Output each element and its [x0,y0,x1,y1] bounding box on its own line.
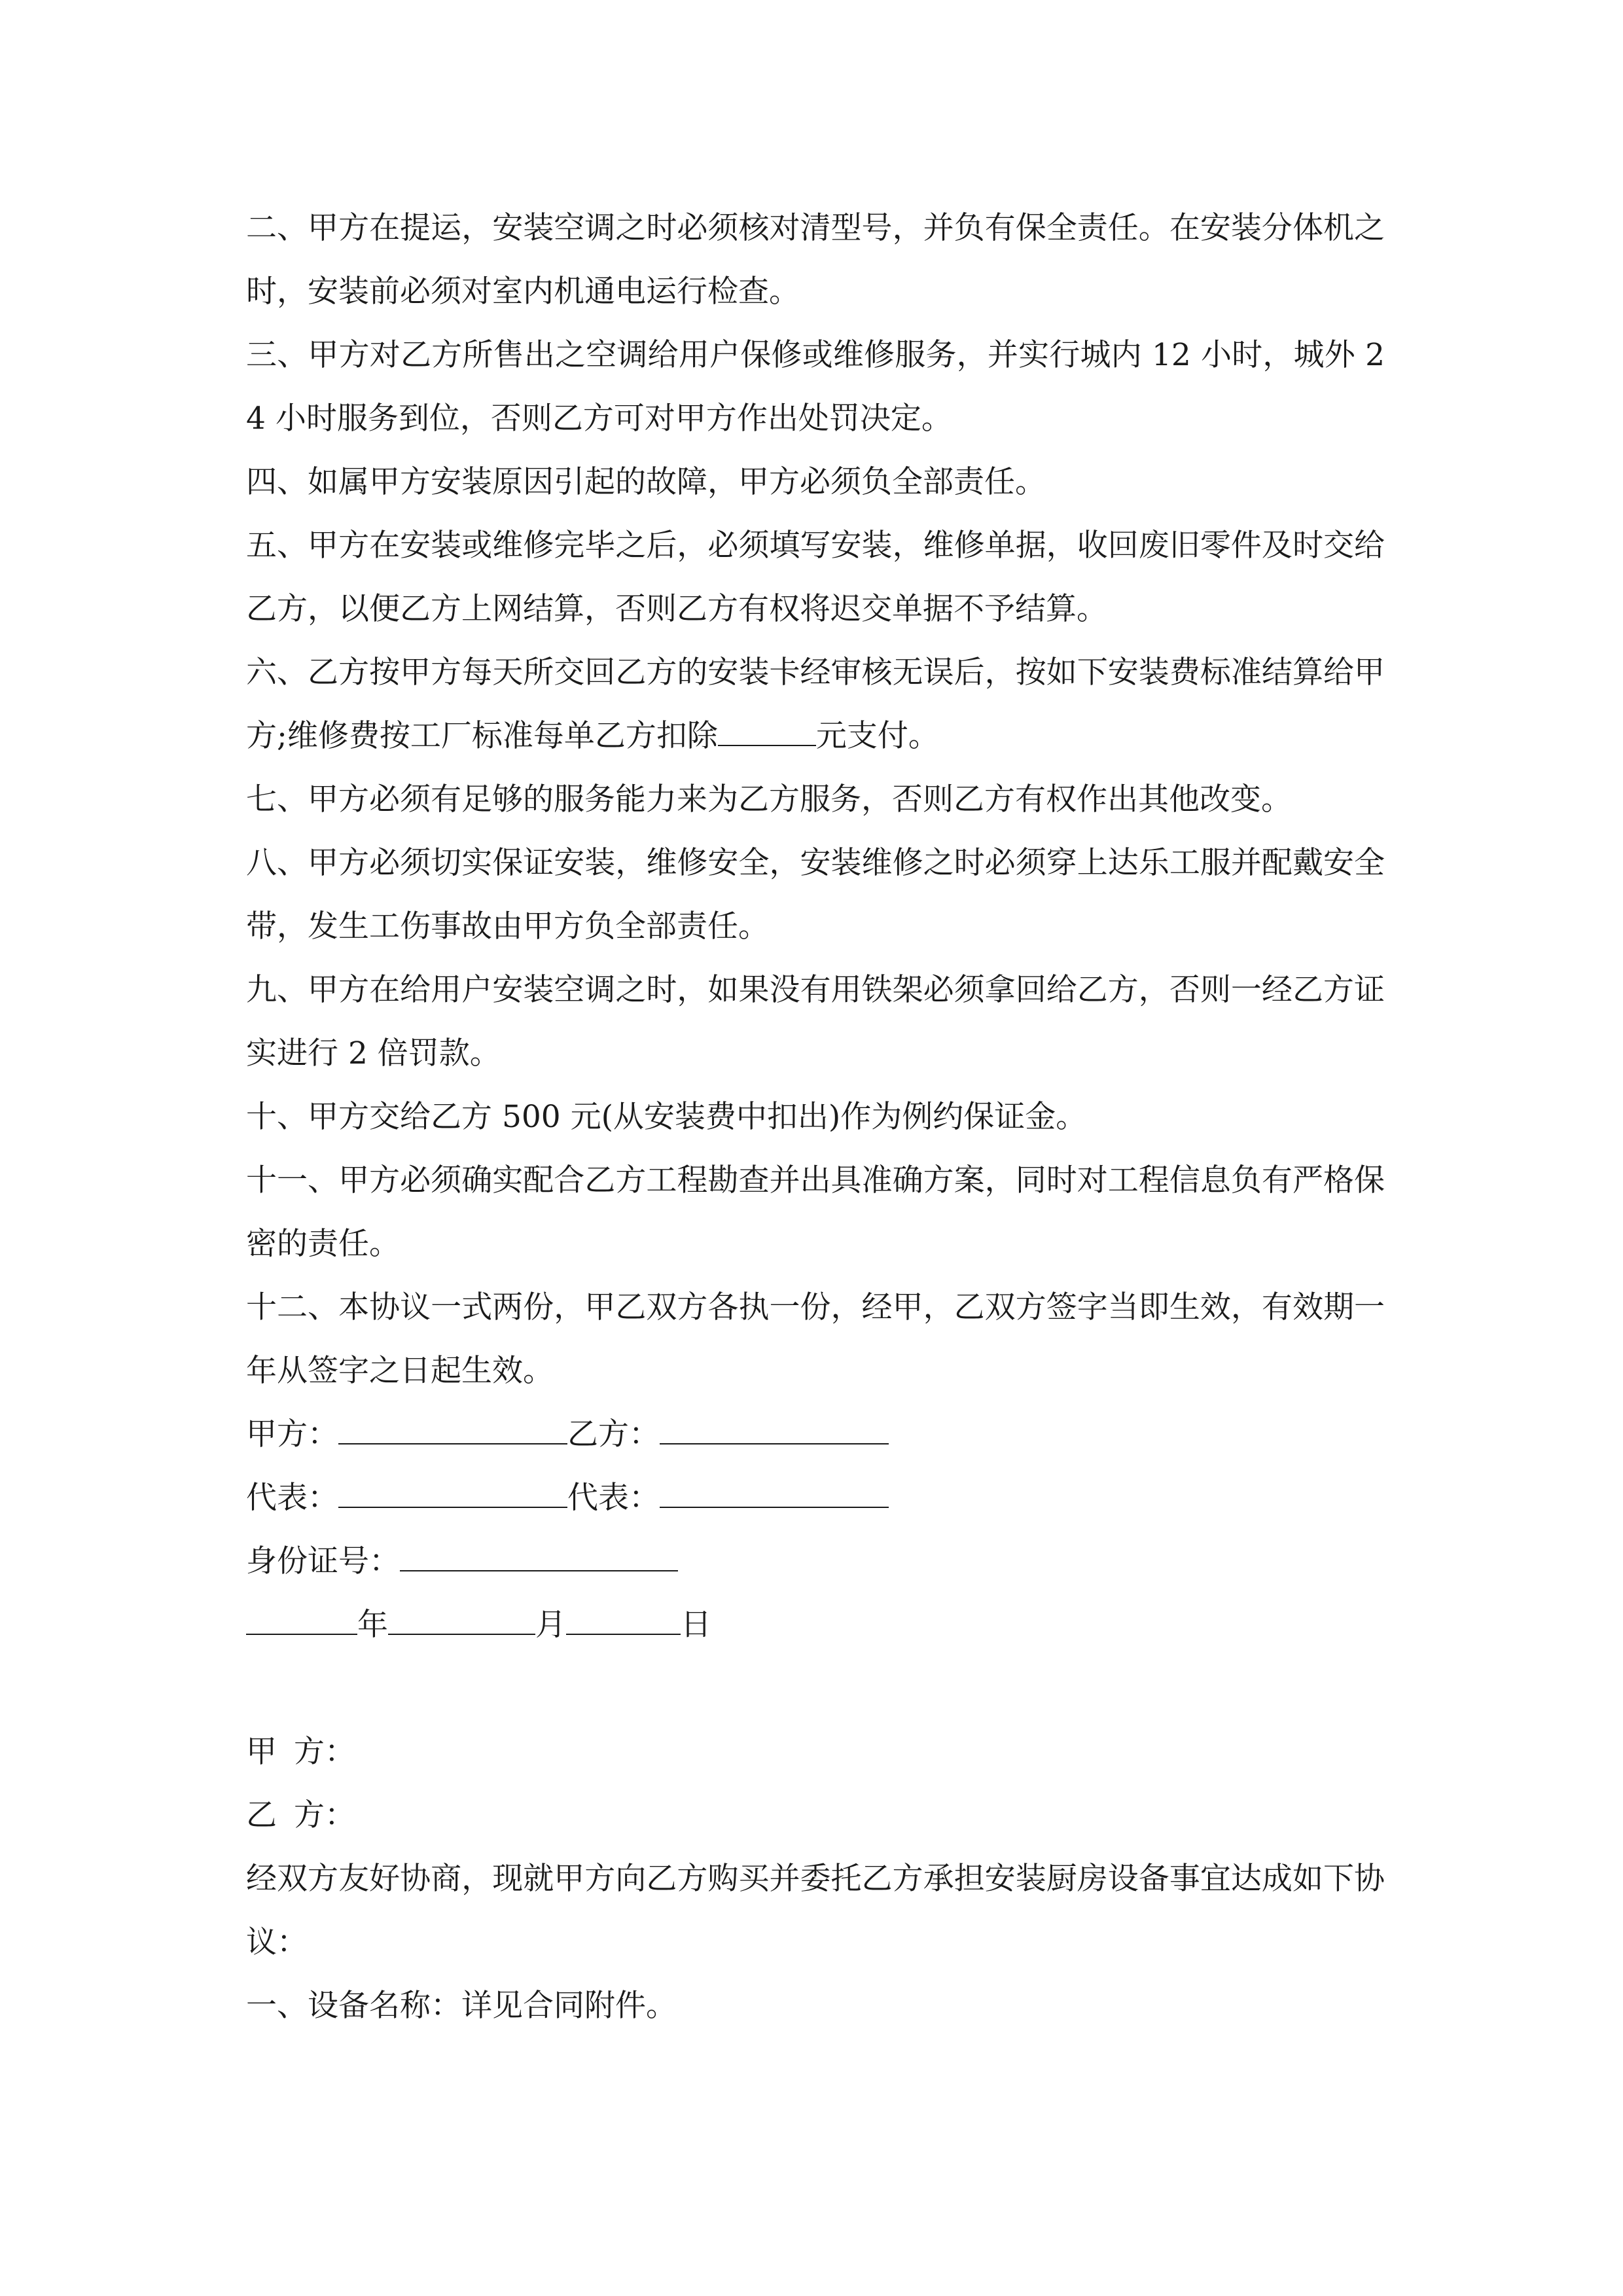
party-b-blank [660,1417,889,1444]
section-spacer [246,1657,1385,1720]
clause-8: 八、甲方必须切实保证安装，维修安全，安装维修之时必须穿上达乐工服并配戴安全带，发生工伤事故由甲方负全部责任。 [246,845,1385,944]
second-party-a-row [246,1720,1385,1784]
year-label: 年 [357,1607,388,1643]
month-label: 月 [535,1607,566,1643]
rep-a-label: 代表： [246,1480,338,1516]
party-signature-row [246,1403,1385,1466]
id-number-blank [400,1544,678,1571]
party-b-label: 乙方： [567,1416,660,1452]
second-party-b-char: 乙 [246,1797,277,1833]
document-body [246,196,1385,2037]
clause-6-tail: 元支付。 [815,718,939,754]
clause-2: 二、甲方在提运，安装空调之时必须核对清型号，并负有保全责任。在安装分体机之时，安装前必须对室内机通电运行检查。 [246,210,1385,310]
clause-7: 七、甲方必须有足够的服务能力来为乙方服务，否则乙方有权作出其他改变。 [246,781,1292,817]
rep-b-blank [660,1480,889,1508]
deduction-amount-blank [718,719,816,746]
month-blank [388,1607,535,1635]
day-blank [566,1607,681,1635]
representative-signature-row [246,1466,1385,1530]
clause-11: 十一、甲方必须确实配合乙方工程勘查并出具准确方案，同时对工程信息负有严格保密的责任。 [246,1162,1385,1262]
second-party-b-suffix: 方： [294,1797,355,1833]
clause-6-text: 六、乙方按甲方每天所交回乙方的安装卡经审核无误后，按如下安装费标准结算给甲方;维修费按工厂标准每单乙方扣除 [246,655,1385,754]
rep-b-label: 代表： [567,1480,660,1516]
clause-3: 三、甲方对乙方所售出之空调给用户保修或维修服务，并实行城内 12 小时，城外 24 小时服务到位，否则乙方可对甲方作出处罚决定。 [246,337,1385,437]
day-label: 日 [681,1607,711,1643]
clause-12: 十二、本协议一式两份，甲乙双方各执一份，经甲，乙双方签字当即生效，有效期一年从签字之日起生效。 [246,1289,1385,1389]
second-party-a-char: 甲 [246,1734,277,1770]
rep-a-blank [338,1480,567,1508]
clause-5: 五、甲方在安装或维修完毕之后，必须填写安装，维修单据，收回废旧零件及时交给乙方，以便乙方上网结算，否则乙方有权将迟交单据不予结算。 [246,528,1385,627]
year-blank [246,1607,357,1635]
second-contract-intro: 经双方友好协商，现就甲方向乙方购买并委托乙方承担安装厨房设备事宜达成如下协议： [246,1861,1385,1960]
second-contract-item-1: 一、设备名称：详见合同附件。 [246,1988,677,2024]
party-a-blank [338,1417,567,1444]
date-row [246,1593,1385,1657]
clause-9: 九、甲方在给用户安装空调之时，如果没有用铁架必须拿回给乙方，否则一经乙方证实进行 2 倍罚款。 [246,972,1385,1071]
party-a-label: 甲方： [246,1416,338,1452]
second-party-b-row [246,1784,1385,1847]
clause-10: 十、甲方交给乙方 500 元(从安装费中扣出)作为例约保证金。 [246,1099,1087,1135]
clause-4: 四、如属甲方安装原因引起的故障，甲方必须负全部责任。 [246,464,1046,500]
second-party-a-suffix: 方： [294,1734,355,1770]
clause-6 [246,641,1385,768]
id-number-label: 身份证号： [246,1543,400,1579]
id-number-row [246,1530,1385,1593]
